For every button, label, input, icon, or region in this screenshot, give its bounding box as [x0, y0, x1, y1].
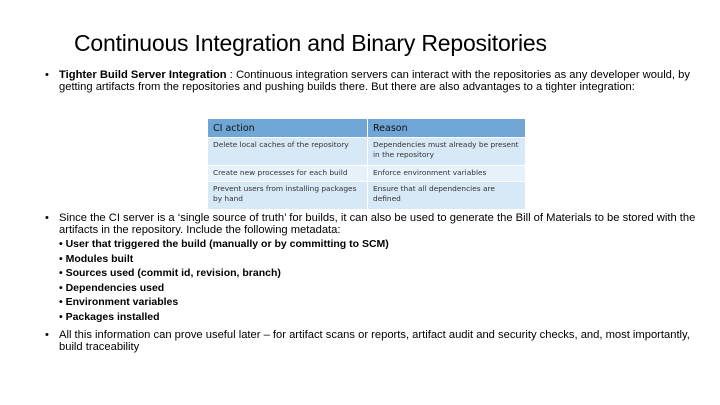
bullet-marker: •: [45, 69, 49, 81]
table-row: [208, 138, 526, 166]
metadata-list: [59, 237, 389, 325]
list-item: • Dependencies used: [59, 281, 389, 296]
bullet-body: : Continuous integration servers can interact with the repositories as any developer would, by getting artifacts from the repositories and pushing builds there. But there are also advantages to a tighter integration:: [59, 69, 690, 93]
header-reason: Reason: [368, 119, 526, 138]
table-cell: Enforce environment variables: [368, 165, 526, 181]
table-cell: Dependencies must already be present in the repository: [368, 138, 526, 166]
bullet-text: Since the CI server is a ‘single source of truth’ for builds, it can also be used to generate the Bill of Materials to be stored with the artifacts in the repository. Include the following metadata:: [59, 212, 696, 236]
list-item: • User that triggered the build (manually or by committing to SCM): [59, 237, 389, 252]
table-header-row: [208, 119, 526, 138]
table-row: [208, 165, 526, 181]
bullet-text: All this information can prove useful later – for artifact scans or reports, artifact audit and security checks, and, most importantly, build traceability: [59, 329, 690, 353]
list-item: • Sources used (commit id, revision, branch): [59, 266, 389, 281]
bullet-marker: •: [45, 212, 49, 224]
list-item: • Packages installed: [59, 310, 389, 325]
table-row: [208, 182, 526, 210]
bullet-marker: •: [45, 329, 49, 341]
table-cell: Create new processes for each build: [208, 165, 368, 181]
list-item: • Modules built: [59, 252, 389, 267]
slide-title: Continuous Integration and Binary Repositories: [74, 30, 547, 56]
ci-action-table: [207, 118, 526, 210]
bullet-text: [59, 69, 699, 93]
header-ci-action: CI action: [208, 119, 368, 138]
table-cell: Delete local caches of the repository: [208, 138, 368, 166]
table-cell: Prevent users from installing packages by hand: [208, 182, 368, 210]
table-cell: Ensure that all dependencies are defined: [368, 182, 526, 210]
bullet-heading: Tighter Build Server Integration: [59, 69, 227, 81]
list-item: • Environment variables: [59, 295, 389, 310]
